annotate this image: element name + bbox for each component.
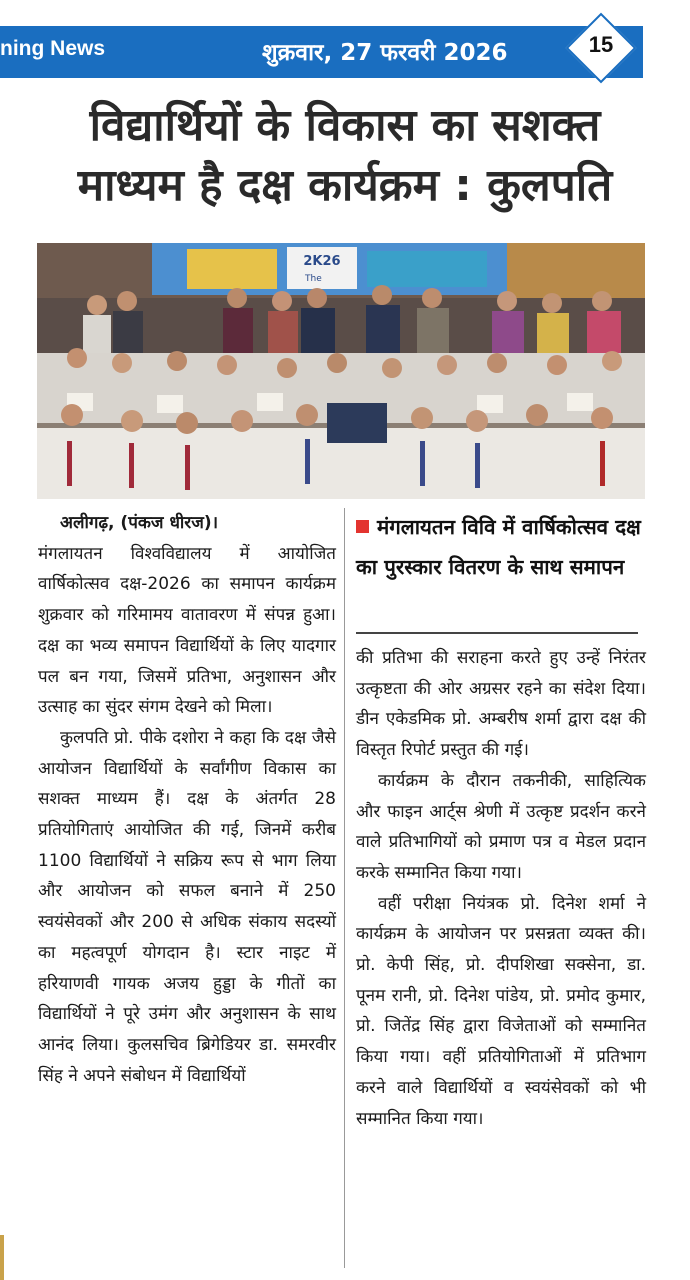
article-left-column <box>38 508 336 1091</box>
paper-name: ning News <box>0 37 106 60</box>
banner-subtext: The <box>305 274 322 284</box>
subheading-text: मंगलायतन विवि में वार्षिकोत्सव दक्ष का पुरस्कार वितरण के साथ समापन <box>356 515 641 579</box>
article-paragraph: की प्रतिभा की सराहना करते हुए उन्हें निरंतर उत्कृष्टता की ओर अग्रसर रहने का संदेश दिया। डीन एकेडमिक प्रो. अम्बरीष शर्मा द्वारा दक्ष की विस्तृत रिपोर्ट प्रस्तुत की गई। <box>356 648 646 761</box>
headline <box>0 96 690 216</box>
column-divider <box>344 508 345 1268</box>
headline-line-1: विद्यार्थियों के विकास का सशक्त <box>89 100 601 151</box>
dateline: अलीगढ़, (पंकज धीरज)। <box>60 513 219 533</box>
subheading <box>356 507 646 587</box>
header-bar <box>0 26 643 78</box>
page-edge-mark <box>0 1235 4 1280</box>
page-number: 15 <box>588 32 614 57</box>
red-square-icon <box>356 520 369 533</box>
headline-line-2: माध्यम है दक्ष कार्यक्रम : कुलपति <box>77 160 613 211</box>
article-paragraph: कार्यक्रम के दौरान तकनीकी, साहित्यिक और फाइन आर्ट्स श्रेणी में उत्कृष्ट प्रदर्शन करने वाले प्रतिभागियों को प्रमाण पत्र व मेडल प्रदान करके सम्मानित किया गया। <box>356 770 646 883</box>
article-paragraph: वहीं परीक्षा नियंत्रक प्रो. दिनेश शर्मा ने कार्यक्रम के आयोजन पर प्रसन्नता व्यक्त की। प्रो. केपी सिंह, प्रो. दीपशिखा सक्सेना, डा. पूनम रानी, प्रो. दिनेश पांडेय, प्रो. प्रमोद कुमार, प्रो. जितेंद्र सिंह द्वारा विजेताओं को सम्मानित किया गया। वहीं प्रतियोगिताओं में प्रतिभाग करने वाले विद्यार्थियों व स्वयंसेवकों को भी सम्मानित किया गया। <box>356 893 646 1129</box>
subheading-rule <box>356 632 638 634</box>
banner-text: 2K26 <box>303 254 341 269</box>
group-photo-icon <box>37 243 645 499</box>
issue-date: शुक्रवार, 27 फरवरी 2026 <box>262 40 508 66</box>
article-right-column <box>356 643 646 1134</box>
article-paragraph: कुलपति प्रो. पीके दशोरा ने कहा कि दक्ष जैसे आयोजन विद्यार्थियों के सर्वांगीण विकास का सशक्त माध्यम हैं। दक्ष के अंतर्गत 28 प्रतियोगिताएं आयोजित की गई, जिनमें करीब 1100 विद्यार्थियों ने सक्रिय रूप से भाग लिया और आयोजन को सफल बनाने में 250 स्वयंसेवकों और 200 से अधिक संकाय सदस्यों का महत्वपूर्ण योगदान है। स्टार नाइट में हरियाणवी गायक अजय हुड्डा के गीतों का विद्यार्थियों ने पूरे उमंग और अनुशासन के साथ आनंद लिया। कुलसचिव ब्रिगेडियर डा. समरवीर सिंह ने अपने संबोधन में विद्यार्थियों <box>38 727 336 1086</box>
article-paragraph: मंगलायतन विश्वविद्यालय में आयोजित वार्षिकोत्सव दक्ष-2026 का समापन कार्यक्रम शुक्रवार को गरिमामय वातावरण में संपन्न हुआ। दक्ष का भव्य समापन विद्यार्थियों के लिए यादगार पल बन गया, जिसमें प्रतिभा, अनुशासन और उत्साह का सुंदर संगम देखने को मिला। <box>38 543 336 718</box>
group-photo <box>37 243 645 499</box>
